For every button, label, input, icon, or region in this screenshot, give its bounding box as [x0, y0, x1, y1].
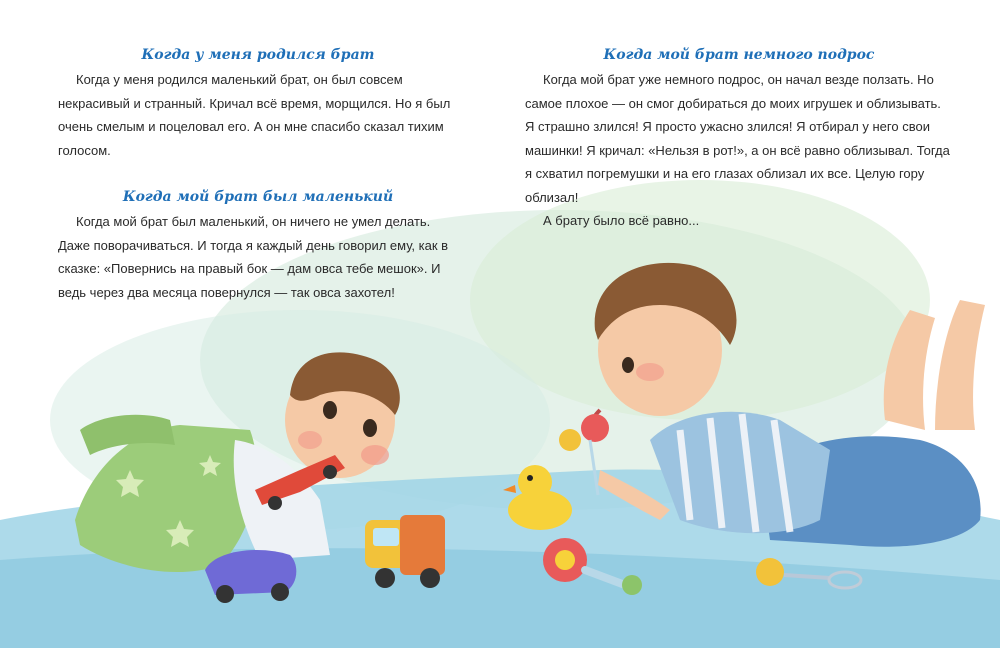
section-paragraph: А брату было всё равно...	[543, 213, 700, 228]
section-heading-brother-grew: Когда мой брат немного подрос	[603, 47, 875, 63]
section-heading-brother-little: Когда мой брат был маленький	[122, 189, 394, 205]
left-column	[58, 46, 458, 304]
section-paragraph: Когда мой брат был маленький, он ничего не умел делать. Даже поворачиваться. И тогда я каждый день говорил ему, как в сказке: «Повернись на правый бок — дам овса тебе мешок». И ведь через два месяца повернулся — так овса захотел!	[58, 214, 449, 300]
section-heading-brother-born: Когда у меня родился брат	[141, 47, 375, 63]
section-paragraph: Когда у меня родился маленький брат, он был совсем некрасивый и странный. Кричал всё время, морщился. Но я был очень смелым и поцеловал его. А он мне спасибо сказал тихим голосом.	[58, 72, 451, 158]
right-column	[525, 46, 953, 233]
section-paragraph: Когда мой брат уже немного подрос, он начал везде ползать. Но самое плохое — он смог добираться до моих игрушек и облизывать. Я страшно злился! Я просто ужасно злился! Я отбирал у него свои машинки! Я кричал: «Нельзя в рот!», а он всё равно облизывал. Тогда я схватил погремушки и на его глазах облизал их все. Целую гору облизал!	[525, 72, 950, 205]
